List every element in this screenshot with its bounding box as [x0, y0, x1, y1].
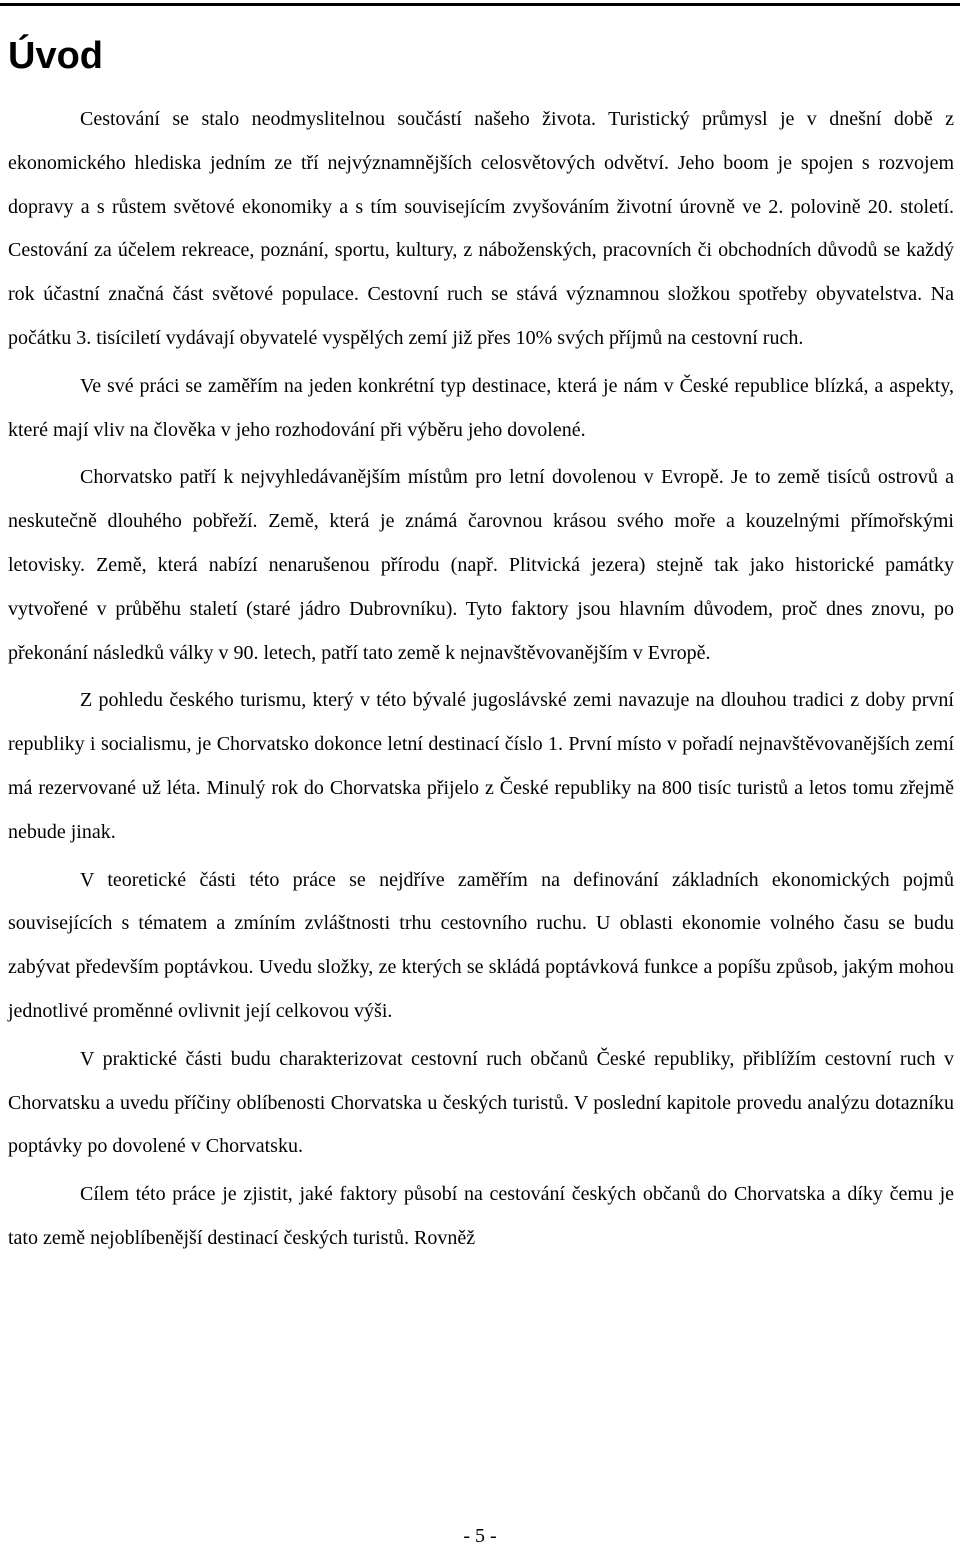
paragraph-theory: V teoretické části této práce se nejdříve zaměřím na definování základních ekonomických pojmů souvisejících s tématem a zmíním zvláštnosti trhu cestovního ruchu. U oblasti ekonomie volného času se budu zabývat především poptávkou. Uvedu složky, ze kterých se skládá poptávková funkce a popíšu způsob, jakým mohou jednotlivé proměnné ovlivnit její celkovou výši.	[8, 868, 954, 1022]
paragraph-croatia: Chorvatsko patří k nejvyhledávanějším místům pro letní dovolenou v Evropě. Je to země tisíců ostrovů a neskutečně dlouhého pobřeží. Země, která je známá čarovnou krásou svého moře a kouzelnými přímořskými letovisky. Země, která nabízí nenarušenou přírodu (např. Plitvická jezera) stejně tak jako historické památky vytvořené v průběhu staletí (staré jádro Dubrovníku). Tyto faktory jsou hlavním důvodem, proč dnes znovu, po překonání následků války v 90. letech, patří tato země k nejnavštěvovanějším v Evropě.	[8, 466, 954, 664]
page-number: - 5 -	[463, 1525, 497, 1547]
paragraph-focus: Ve své práci se zaměřím na jeden konkrétní typ destinace, která je nám v České republice blízká, a aspekty, které mají vliv na člověka v jeho rozhodování při výběru jeho dovolené.	[8, 374, 954, 441]
paragraph-czech-tourism: Z pohledu českého turismu, který v této bývalé jugoslávské zemi navazuje na dlouhou tradici z doby první republiky i socialismu, je Chorvatsko dokonce letní destinací číslo 1. První místo v pořadí nejnavštěvovanějších zemí má rezervované už léta. Minulý rok do Chorvatska přijelo z České republiky na 800 tisíc turistů a letos tomu zřejmě nebude jinak.	[8, 689, 954, 843]
top-rule	[0, 3, 960, 6]
body-text	[8, 98, 954, 1265]
paragraph-practice: V praktické části budu charakterizovat cestovní ruch občanů České republiky, přiblížím cestovní ruch v Chorvatsku a uvedu příčiny oblíbenosti Chorvatska u českých turistů. V poslední kapitole provedu analýzu dotazníku poptávky po dovolené v Chorvatsku.	[8, 1047, 954, 1158]
paragraph-intro: Cestování se stalo neodmyslitelnou součástí našeho života. Turistický průmysl je v dnešní době z ekonomického hlediska jedním ze tří nejvýznamnějších celosvětových odvětví. Jeho boom je spojen s rozvojem dopravy a s růstem světové ekonomiky a s tím souvisejícím zvyšováním životní úrovně ve 2. polovině 20. století. Cestování za účelem rekreace, poznání, sportu, kultury, z náboženských, pracovních či obchodních důvodů se každý rok účastní značná část světové populace. Cestovní ruch se stává významnou složkou spotřeby obyvatelstva. Na počátku 3. tisíciletí vydávají obyvatelé vyspělých zemí již přes 10% svých příjmů na cestovní ruch.	[8, 108, 954, 349]
chapter-heading: Úvod	[8, 35, 103, 77]
paragraph-goal: Cílem této práce je zjistit, jaké faktory působí na cestování českých občanů do Chorvatska a díky čemu je tato země nejoblíbenější destinací českých turistů. Rovněž	[8, 1183, 954, 1249]
